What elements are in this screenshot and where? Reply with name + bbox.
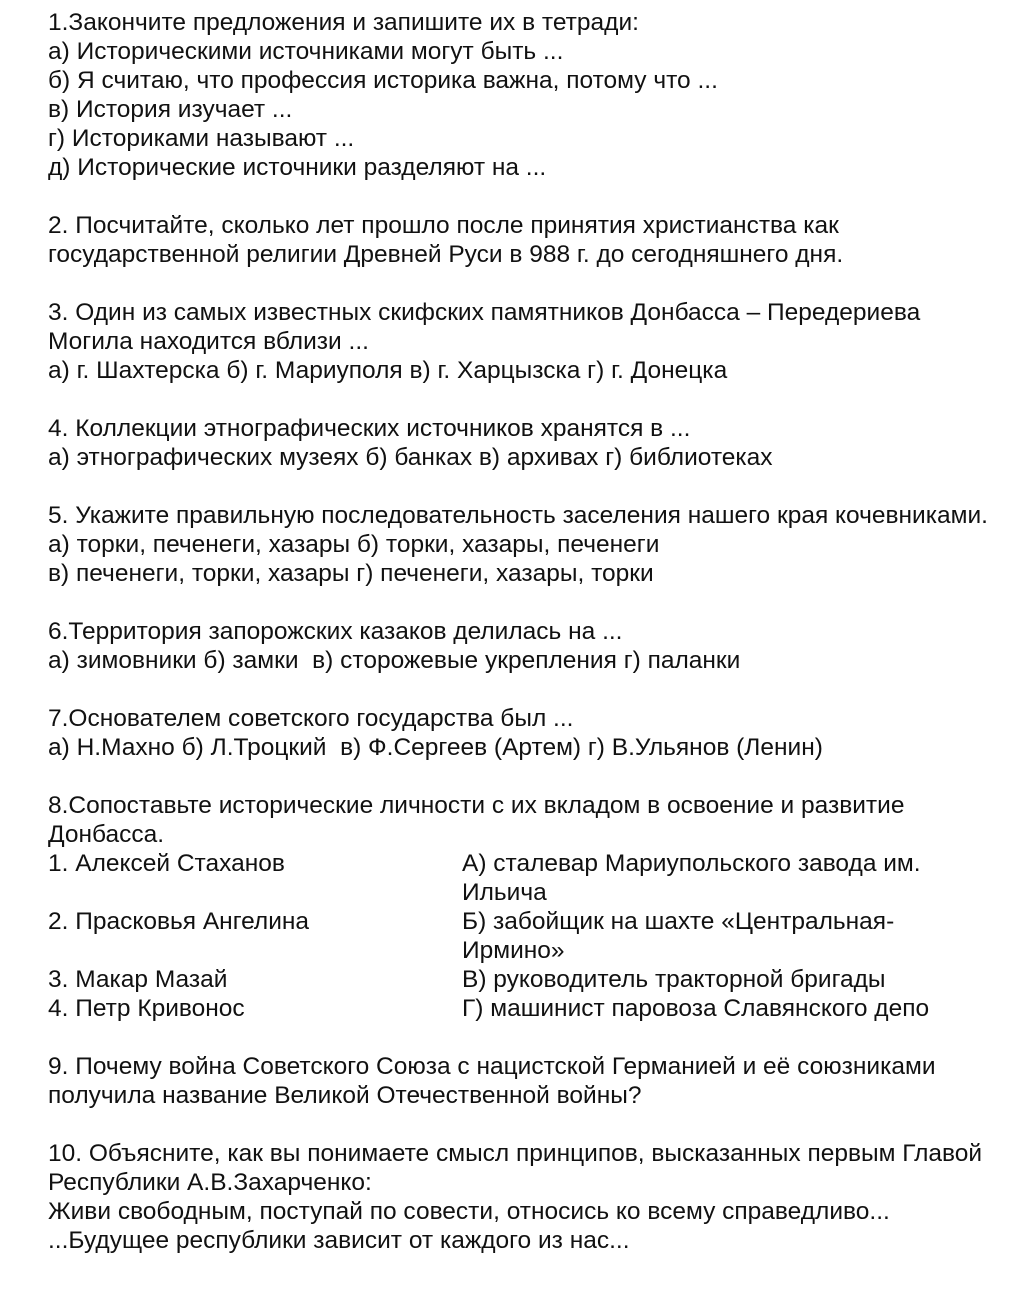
question-5-options-2: в) печенеги, торки, хазары г) печенеги, хазары, торки (48, 560, 654, 587)
question-3-options: а) г. Шахтерска б) г. Мариуполя в) г. Харцызска г) г. Донецка (48, 357, 728, 384)
question-10-quote-1: Живи свободным, поступай по совести, относись ко всему справедливо... (48, 1198, 890, 1225)
question-1-item-b: б) Я считаю, что профессия историка важна, потому что ... (48, 67, 718, 94)
worksheet (48, 8, 1008, 1284)
question-5-text: 5. Укажите правильную последовательность заселения нашего края кочевниками. (48, 502, 988, 529)
question-10-quote-2: ...Будущее республики зависит от каждого из нас... (48, 1227, 630, 1254)
question-1-title: 1.Закончите предложения и запишите их в тетради: (48, 9, 639, 36)
question-2 (48, 211, 1008, 269)
role-a: А) сталевар Мариупольского завода им. Ильича (462, 850, 921, 906)
question-4-options: а) этнографических музеях б) банках в) архивах г) библиотеках (48, 444, 773, 471)
question-10-text: 10. Объясните, как вы понимаете смысл принципов, высказанных первым Главой Республики А.В.Захарченко: (48, 1140, 983, 1196)
question-1-item-c: в) История изучает ... (48, 96, 293, 123)
person-2: 2. Прасковья Ангелина (48, 908, 310, 935)
person-4: 4. Петр Кривонос (48, 995, 245, 1022)
question-5 (48, 501, 1008, 588)
question-7-text: 7.Основателем советского государства был ... (48, 705, 574, 732)
question-3-text: 3. Один из самых известных скифских памятников Донбасса – Передериева Могила находится вблизи ... (48, 299, 921, 355)
question-6 (48, 617, 1008, 675)
matching-table (48, 849, 1008, 1023)
question-8 (48, 791, 1008, 1023)
question-7 (48, 704, 1008, 762)
question-6-options: а) зимовники б) замки в) сторожевые укрепления г) паланки (48, 647, 741, 674)
role-c: В) руководитель тракторной бригады (462, 966, 886, 993)
question-7-options: а) Н.Махно б) Л.Троцкий в) Ф.Сергеев (Артем) г) В.Ульянов (Ленин) (48, 734, 823, 761)
question-1-item-e: д) Исторические источники разделяют на ... (48, 154, 547, 181)
question-9-text: 9. Почему война Советского Союза с нацистской Германией и её союзниками получила название Великой Отечественной войны? (48, 1053, 936, 1109)
role-d: Г) машинист паровоза Славянского депо (462, 995, 930, 1022)
role-b: Б) забойщик на шахте «Центральная-Ирмино» (462, 908, 895, 964)
question-9 (48, 1052, 1008, 1110)
question-1 (48, 8, 1008, 182)
question-4-text: 4. Коллекции этнографических источников хранятся в ... (48, 415, 691, 442)
person-3: 3. Макар Мазай (48, 966, 228, 993)
question-4 (48, 414, 1008, 472)
question-10 (48, 1139, 1008, 1255)
question-1-item-d: г) Историками называют ... (48, 125, 355, 152)
question-1-item-a: а) Историческими источниками могут быть ... (48, 38, 564, 65)
question-3 (48, 298, 1008, 385)
question-8-text: 8.Сопоставьте исторические личности с их вкладом в освоение и развитие Донбасса. (48, 792, 905, 848)
question-6-text: 6.Территория запорожских казаков делилась на ... (48, 618, 623, 645)
question-5-options-1: а) торки, печенеги, хазары б) торки, хазары, печенеги (48, 531, 660, 558)
person-1: 1. Алексей Стаханов (48, 850, 285, 877)
question-2-text: 2. Посчитайте, сколько лет прошло после принятия христианства как государственной религии Древней Руси в 988 г. до сегодняшнего дня. (48, 212, 844, 268)
